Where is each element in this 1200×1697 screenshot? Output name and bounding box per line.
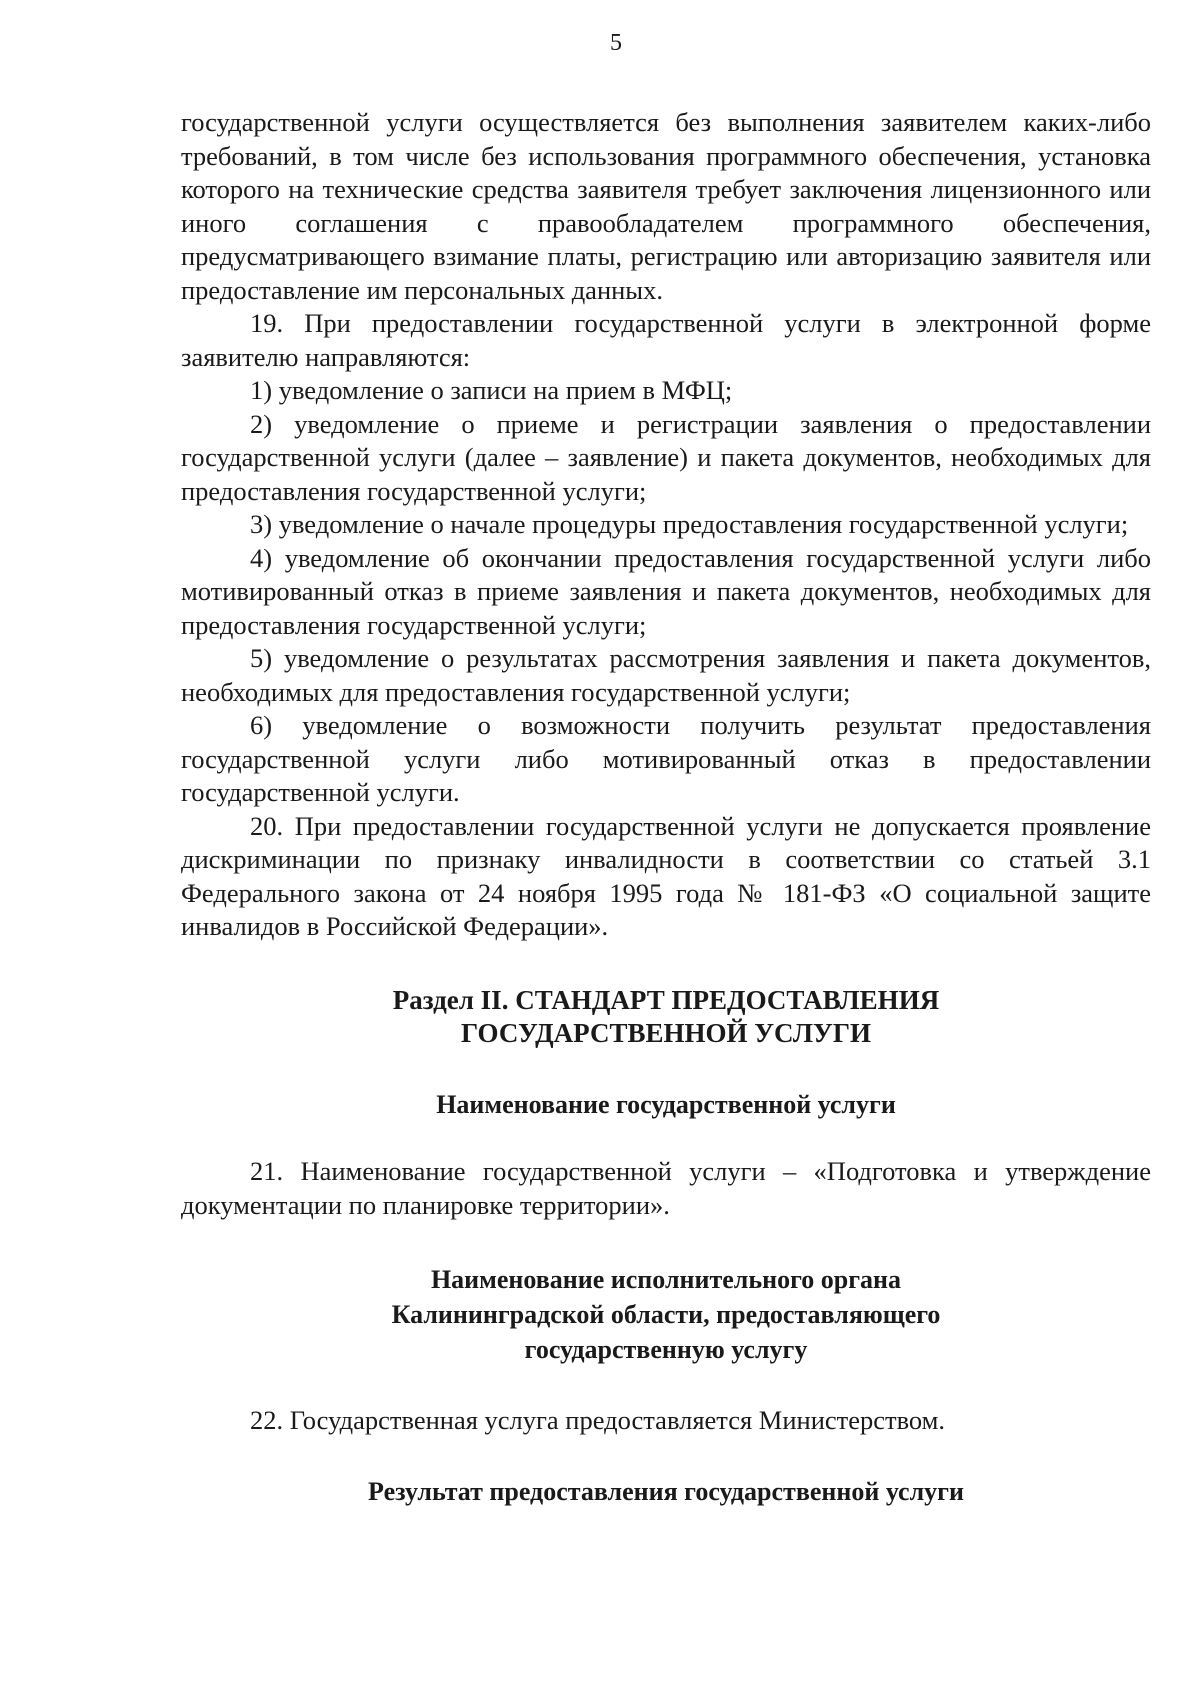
paragraph-19: 19. При предоставлении государственной услуги в электронной форме заявителю направляются: (181, 308, 1151, 372)
list-item-6: 6) уведомление о возможности получить результат предоставления государственной услуги либо мотивированный отказ в предоставлении государственной услуги. (181, 710, 1151, 807)
subheading-organ-line2: Калининградской области, предоставляющего (391, 1300, 941, 1329)
list-item-1: 1) уведомление о записи на прием в МФЦ; (250, 375, 733, 405)
list-item-4: 4) уведомление об окончании предоставления государственной услуги либо мотивированный отказ в приеме заявления и пакета документов, необходимых для предоставления государственной услуги; (181, 542, 1151, 640)
paragraph-20: 20. При предоставлении государственной услуги не допускается проявление дискриминации по признаку инвалидности в соответствии со статьей 3.1 Федерального закона от 24 ноября 1995 года № 181-ФЗ «О социальной защите инвалидов в Российской Федерации». (181, 810, 1151, 941)
subheading-organ-line3: государственную услугу (524, 1335, 808, 1364)
section-heading-line1: Раздел II. СТАНДАРТ ПРЕДОСТАВЛЕНИЯ (392, 984, 940, 1015)
section-heading (181, 984, 1151, 1050)
subheading-organ (181, 1262, 1151, 1367)
list-item-5: 5) уведомление о результатах рассмотрения заявления и пакета документов, необходимых для предоставления государственной услуги; (181, 643, 1151, 707)
subheading-result: Результат предоставления государственной услуги (368, 1476, 964, 1506)
document-body (181, 106, 1151, 1508)
section-heading-line2: ГОСУДАРСТВЕННОЙ УСЛУГИ (461, 1017, 871, 1048)
list-item-2: 2) уведомление о приеме и регистрации заявления о предоставлении государственной услуги (далее – заявление) и пакета документов, необходимых для предоставления государственной услуги; (181, 408, 1151, 506)
paragraph-continuation: государственной услуги осуществляется без выполнения заявителем каких-либо требований, в том числе без использования программного обеспечения, установка которого на технические средства заявителя требует заключения лицензионного или иного соглашения с правообладателем программного обеспечения, предусматривающего взимание платы, регистрацию или авторизацию заявителя или предоставление им персональных данных. (181, 107, 1151, 305)
subheading-organ-line1: Наименование исполнительного органа (430, 1265, 902, 1294)
paragraph-22: 22. Государственная услуга предоставляется Министерством. (250, 1405, 946, 1435)
subheading-service-name: Наименование государственной услуги (436, 1089, 896, 1119)
page-number: 5 (610, 30, 622, 56)
list-item-3: 3) уведомление о начале процедуры предоставления государственной услуги; (250, 509, 1129, 539)
paragraph-21: 21. Наименование государственной услуги – «Подготовка и утверждение документации по планировке территории». (181, 1156, 1151, 1220)
